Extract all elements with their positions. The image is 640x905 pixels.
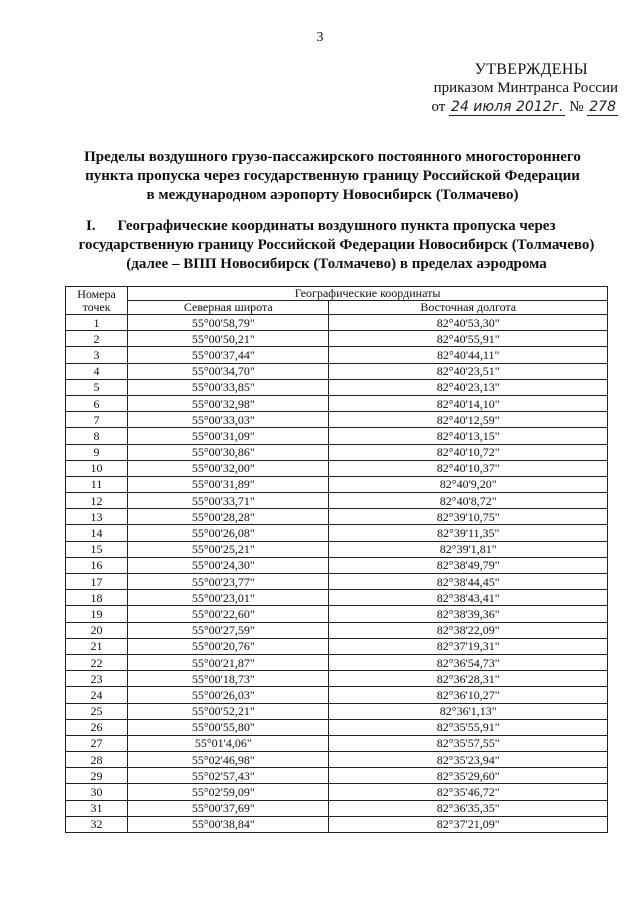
longitude-cell: 82°36'54,73" [329,654,608,670]
point-number-cell: 8 [66,428,128,444]
approval-block [418,60,618,117]
table-row [66,784,608,800]
latitude-cell: 55°00'37,44" [128,347,329,363]
point-number-cell: 16 [66,557,128,573]
table-row [66,703,608,719]
document-title [60,148,605,205]
table-row [66,315,608,331]
table-row [66,379,608,395]
longitude-cell: 82°38'22,09" [329,622,608,638]
point-number-cell: 9 [66,444,128,460]
table-row [66,590,608,606]
latitude-cell: 55°00'37,69" [128,800,329,816]
longitude-cell: 82°40'55,91" [329,331,608,347]
latitude-cell: 55°00'23,01" [128,590,329,606]
table-row [66,347,608,363]
header-coordinates: Географические координаты [128,287,608,301]
table-row [66,800,608,816]
section-line: Географические координаты воздушного пункта пропуска через [117,218,556,234]
longitude-cell: 82°36'35,35" [329,800,608,816]
longitude-cell: 82°36'28,31" [329,671,608,687]
table-row [66,509,608,525]
point-number-cell: 7 [66,412,128,428]
point-number-cell: 10 [66,460,128,476]
longitude-cell: 82°38'39,36" [329,606,608,622]
header-latitude: Северная широта [128,301,329,315]
longitude-cell: 82°40'9,20" [329,476,608,492]
title-line: в международном аэропорту Новосибирск (Толмачево) [146,187,519,203]
table-row [66,816,608,832]
longitude-cell: 82°40'12,59" [329,412,608,428]
point-number-cell: 31 [66,800,128,816]
latitude-cell: 55°00'32,98" [128,395,329,411]
table-row [66,363,608,379]
longitude-cell: 82°39'11,35" [329,525,608,541]
latitude-cell: 55°00'31,89" [128,476,329,492]
longitude-cell: 82°37'19,31" [329,638,608,654]
longitude-cell: 82°35'29,60" [329,768,608,784]
point-number-cell: 1 [66,315,128,331]
table-row [66,460,608,476]
table-row [66,752,608,768]
from-label: от [431,99,446,115]
point-number-cell: 25 [66,703,128,719]
table-row [66,493,608,509]
longitude-cell: 82°40'10,37" [329,460,608,476]
table-row [66,541,608,557]
latitude-cell: 55°00'25,21" [128,541,329,557]
longitude-cell: 82°37'21,09" [329,816,608,832]
longitude-cell: 82°40'23,51" [329,363,608,379]
longitude-cell: 82°38'49,79" [329,557,608,573]
point-number-cell: 20 [66,622,128,638]
point-number-cell: 14 [66,525,128,541]
longitude-cell: 82°40'23,13" [329,379,608,395]
longitude-cell: 82°38'44,45" [329,574,608,590]
point-number-cell: 27 [66,735,128,751]
point-number-cell: 12 [66,493,128,509]
order-date-line [418,98,618,117]
table-row [66,428,608,444]
section-heading [64,217,609,274]
point-number-cell: 30 [66,784,128,800]
latitude-cell: 55°00'38,84" [128,816,329,832]
table-row [66,395,608,411]
section-line: государственную границу Российской Федерации Новосибирск (Толмачево) [78,237,595,253]
latitude-cell: 55°00'27,59" [128,622,329,638]
longitude-cell: 82°40'44,11" [329,347,608,363]
longitude-cell: 82°38'43,41" [329,590,608,606]
table-row [66,331,608,347]
table-row [66,654,608,670]
latitude-cell: 55°00'26,08" [128,525,329,541]
longitude-cell: 82°35'46,72" [329,784,608,800]
point-number-cell: 3 [66,347,128,363]
latitude-cell: 55°00'50,21" [128,331,329,347]
latitude-cell: 55°00'58,79" [128,315,329,331]
latitude-cell: 55°00'28,28" [128,509,329,525]
point-number-cell: 4 [66,363,128,379]
longitude-cell: 82°40'8,72" [329,493,608,509]
table-row [66,768,608,784]
handwritten-number: 278 [589,99,616,115]
order-caption: приказом Минтранса России [433,80,618,96]
table-row [66,687,608,703]
longitude-cell: 82°40'13,15" [329,428,608,444]
approved-heading: УТВЕРЖДЕНЫ [474,61,588,78]
point-number-cell: 28 [66,752,128,768]
table-row [66,476,608,492]
table-row [66,606,608,622]
longitude-cell: 82°36'10,27" [329,687,608,703]
latitude-cell: 55°00'30,86" [128,444,329,460]
point-number-cell: 18 [66,590,128,606]
table-row [66,719,608,735]
page-number: 3 [316,30,324,45]
longitude-cell: 82°40'53,30" [329,315,608,331]
point-number-cell: 32 [66,816,128,832]
latitude-cell: 55°02'46,98" [128,752,329,768]
handwritten-date: 24 июля 2012г. [451,99,564,115]
table-row [66,525,608,541]
latitude-cell: 55°00'23,77" [128,574,329,590]
point-number-cell: 17 [66,574,128,590]
longitude-cell: 82°39'10,75" [329,509,608,525]
point-number-cell: 11 [66,476,128,492]
point-number-cell: 13 [66,509,128,525]
table-row [66,735,608,751]
latitude-cell: 55°02'57,43" [128,768,329,784]
latitude-cell: 55°02'59,09" [128,784,329,800]
header-longitude: Восточная долгота [329,301,608,315]
point-number-cell: 22 [66,654,128,670]
latitude-cell: 55°00'55,80" [128,719,329,735]
table-row [66,671,608,687]
point-number-cell: 26 [66,719,128,735]
table-row [66,557,608,573]
latitude-cell: 55°00'34,70" [128,363,329,379]
title-line: Пределы воздушного грузо-пассажирского постоянного многостороннего [84,149,581,165]
latitude-cell: 55°00'33,85" [128,379,329,395]
longitude-cell: 82°35'23,94" [329,752,608,768]
section-line: (далее – ВПП Новосибирск (Толмачево) в пределах аэродрома [126,256,547,272]
title-line: пункта пропуска через государственную границу Российской Федерации [85,168,580,184]
point-number-cell: 2 [66,331,128,347]
latitude-cell: 55°00'24,30" [128,557,329,573]
table-row [66,412,608,428]
longitude-cell: 82°35'55,91" [329,719,608,735]
longitude-cell: 82°40'10,72" [329,444,608,460]
longitude-cell: 82°40'14,10" [329,395,608,411]
point-number-cell: 6 [66,395,128,411]
longitude-cell: 82°36'1,13" [329,703,608,719]
latitude-cell: 55°00'18,73" [128,671,329,687]
point-number-cell: 23 [66,671,128,687]
point-number-cell: 5 [66,379,128,395]
point-number-cell: 15 [66,541,128,557]
point-number-cell: 29 [66,768,128,784]
latitude-cell: 55°01'4,06" [128,735,329,751]
number-label: № [569,99,584,115]
latitude-cell: 55°00'20,76" [128,638,329,654]
latitude-cell: 55°00'31,09" [128,428,329,444]
longitude-cell: 82°39'1,81" [329,541,608,557]
table-row [66,574,608,590]
latitude-cell: 55°00'26,03" [128,687,329,703]
header-point-number: Номера точек [66,287,128,315]
section-number: I. [86,218,96,234]
latitude-cell: 55°00'33,03" [128,412,329,428]
longitude-cell: 82°35'57,55" [329,735,608,751]
table-row [66,622,608,638]
table-row [66,444,608,460]
table-row [66,638,608,654]
point-number-cell: 19 [66,606,128,622]
latitude-cell: 55°00'21,87" [128,654,329,670]
coordinates-table [65,286,608,833]
latitude-cell: 55°00'33,71" [128,493,329,509]
point-number-cell: 24 [66,687,128,703]
latitude-cell: 55°00'32,00" [128,460,329,476]
point-number-cell: 21 [66,638,128,654]
latitude-cell: 55°00'22,60" [128,606,329,622]
latitude-cell: 55°00'52,21" [128,703,329,719]
